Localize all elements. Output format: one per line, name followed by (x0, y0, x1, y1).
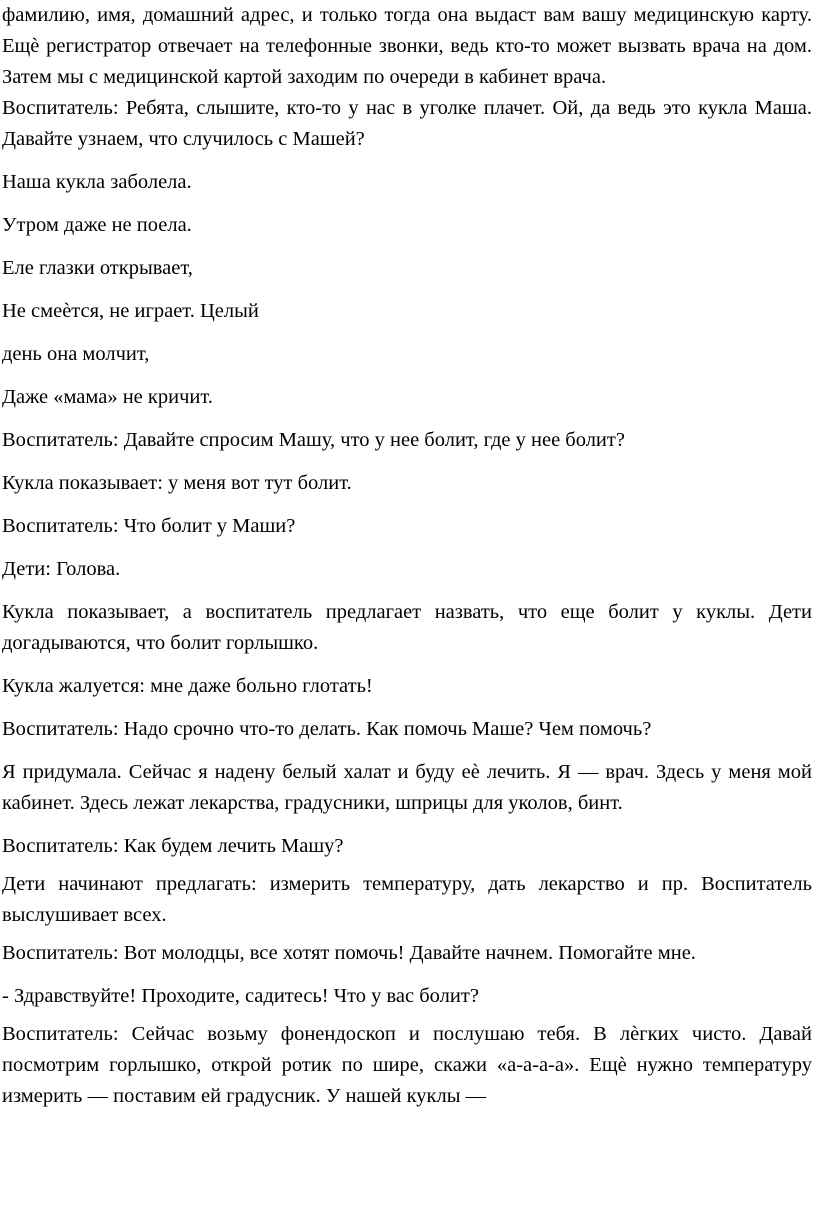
poem-line-4: Не смеѐтся, не играет. Целый (2, 300, 259, 322)
paragraph-throat-guess: Кукла показывает, а воспитатель предлагает назвать, что еще болит у куклы. Дети догадываются, что болит горлышко. (2, 601, 812, 654)
paragraph-children-suggest: Дети начинают предлагать: измерить температуру, дать лекарство и пр. Воспитатель выслушивает всех. (2, 873, 812, 926)
paragraph-examination: Воспитатель: Сейчас возьму фонендоскоп и послушаю тебя. В лѐгких чисто. Давай посмотрим горлышко, открой ротик по шире, скажи «а-а-а-а». Ещѐ нужно температуру измерить — поставим ей градусник. У нашей куклы — (2, 1023, 812, 1107)
paragraph-how-treat: Воспитатель: Как будем лечить Машу? (2, 835, 344, 857)
paragraph-registrar: фамилию, имя, домашний адрес, и только тогда она выдаст вам вашу медицинскую карту. Ещѐ регистратор отвечает на телефонные звонки, ведь кто-то может вызвать врача на дом. Затем мы с медицинской картой заходим по очереди в кабинет врача. (2, 4, 812, 88)
paragraph-doll-shows: Кукла показывает: у меня вот тут болит. (2, 472, 352, 494)
paragraph-doll-crying: Воспитатель: Ребята, слышите, кто-то у нас в уголке плачет. Ой, да ведь это кукла Маша. Давайте узнаем, что случилось с Машей? (2, 97, 812, 150)
paragraph-urgent: Воспитатель: Надо срочно что-то делать. Как помочь Маше? Чем помочь? (2, 718, 652, 740)
paragraph-children-head: Дети: Голова. (2, 558, 121, 580)
poem-line-2: Утром даже не поела. (2, 214, 192, 236)
poem-line-5: день она молчит, (2, 343, 150, 365)
poem-line-3: Еле глазки открывает, (2, 257, 193, 279)
paragraph-lets-start: Воспитатель: Вот молодцы, все хотят помочь! Давайте начнем. Помогайте мне. (2, 942, 696, 964)
document-page (2, 0, 812, 1112)
paragraph-doll-complains: Кукла жалуется: мне даже больно глотать! (2, 675, 373, 697)
poem-line-1: Наша кукла заболела. (2, 171, 192, 193)
paragraph-ask-masha: Воспитатель: Давайте спросим Машу, что у нее болит, где у нее болит? (2, 429, 625, 451)
paragraph-what-hurts: Воспитатель: Что болит у Маши? (2, 515, 296, 537)
poem-line-6: Даже «мама» не кричит. (2, 386, 213, 408)
paragraph-doctor-office: Я придумала. Сейчас я надену белый халат и буду еѐ лечить. Я — врач. Здесь у меня мой кабинет. Здесь лежат лекарства, градусники, шприцы для уколов, бинт. (2, 761, 812, 814)
paragraph-greeting: - Здравствуйте! Проходите, садитесь! Что у вас болит? (2, 985, 479, 1007)
